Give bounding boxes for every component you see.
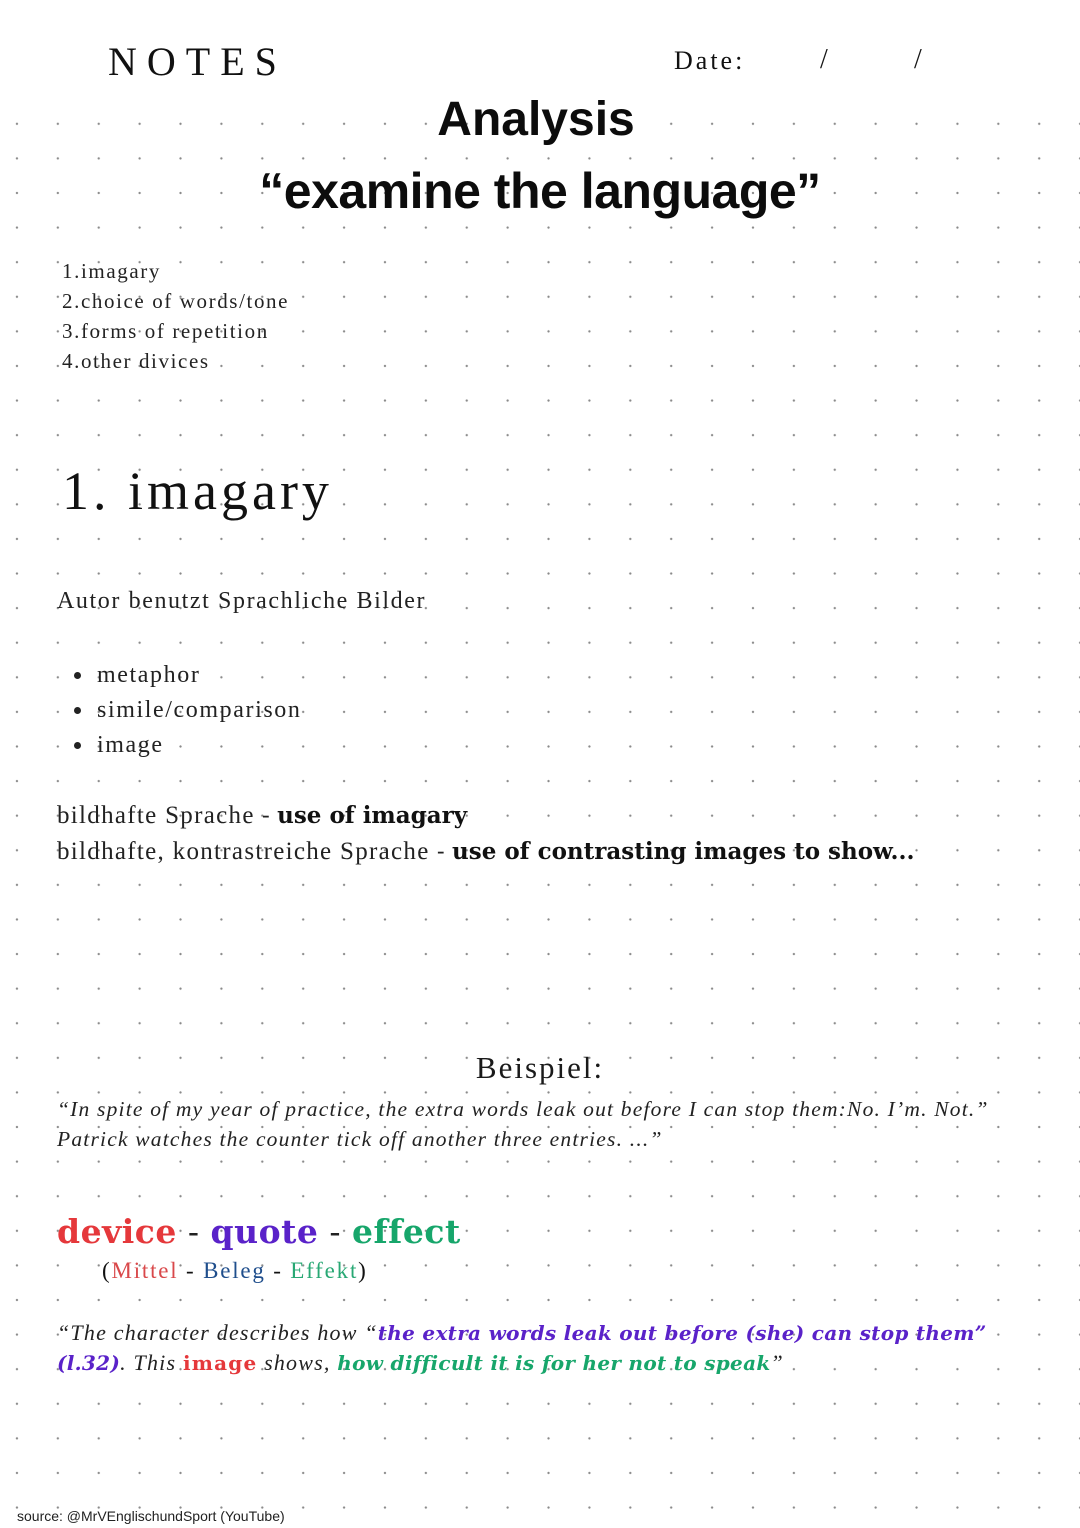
page-subtitle: “examine the language” [259,163,821,219]
bullet-icon [74,672,81,679]
bullet-list [74,658,302,763]
list-item: metaphor [74,658,302,693]
german-phrase: bildhafte Sprache [57,802,255,829]
example-quote: “In spite of my year of practice, the extra words leak out before I can stop them:No. I’m. Not.” Patrick watches the counter tick off another three entries. ...” [57,1097,989,1151]
bullet-icon [74,742,81,749]
example-analysis-sentence: “The character describes how “the extra words leak out before (she) can stop them” (l.32). This image shows, how difficult it is for her not to speak” [57,1320,987,1375]
formula-effect: effect [351,1212,461,1251]
toc-item: 2.choice of words/tone [62,289,290,313]
translation-mittel: Mittel [111,1258,179,1283]
date-separator: / [820,44,828,75]
section-heading: 1. imagary [62,461,333,521]
toc-item: 3.forms of repetition [62,319,269,343]
formula-translation: (Mittel - Beleg - Effekt) [102,1258,368,1283]
source-credit: source: @MrVEnglischundSport (YouTube) [17,1508,285,1524]
page-title: Analysis [437,93,635,146]
sentence-device: image [182,1351,258,1375]
bullet-icon [74,707,81,714]
list-item: simile/comparison [74,693,302,728]
toc-item: 1.imagary [62,259,161,283]
notes-label: NOTES [108,39,287,84]
formula-line: device - quote - effect [57,1212,461,1251]
phrase-row: bildhafte Sprache - use of imagary [57,802,468,829]
translation-beleg: Beleg [203,1258,266,1283]
example-heading: Beispiel: [475,1050,605,1085]
table-of-contents [62,256,289,376]
sentence-quote: the extra words leak out before (she) can stop them” (l.32) [57,1321,987,1375]
date-label: Date: [674,46,746,75]
sentence-effect: how difficult it is for her not to speak [337,1351,771,1375]
english-phrase: use of contrasting images to show... [452,838,915,865]
formula-device: device [57,1212,177,1251]
list-item: image [74,728,302,763]
section-intro: Autor benutzt Sprachliche Bilder [57,588,427,614]
phrase-list [57,798,977,870]
formula-quote: quote [210,1212,319,1251]
german-phrase: bildhafte, kontrastreiche Sprache [57,838,430,865]
date-separator: / [914,44,922,75]
english-phrase: use of imagary [277,802,468,829]
translation-effekt: Effekt [290,1258,359,1283]
phrase-row: bildhafte, kontrastreiche Sprache - use of contrasting images to show... [57,838,915,865]
toc-item: 4.other divices [62,349,210,373]
